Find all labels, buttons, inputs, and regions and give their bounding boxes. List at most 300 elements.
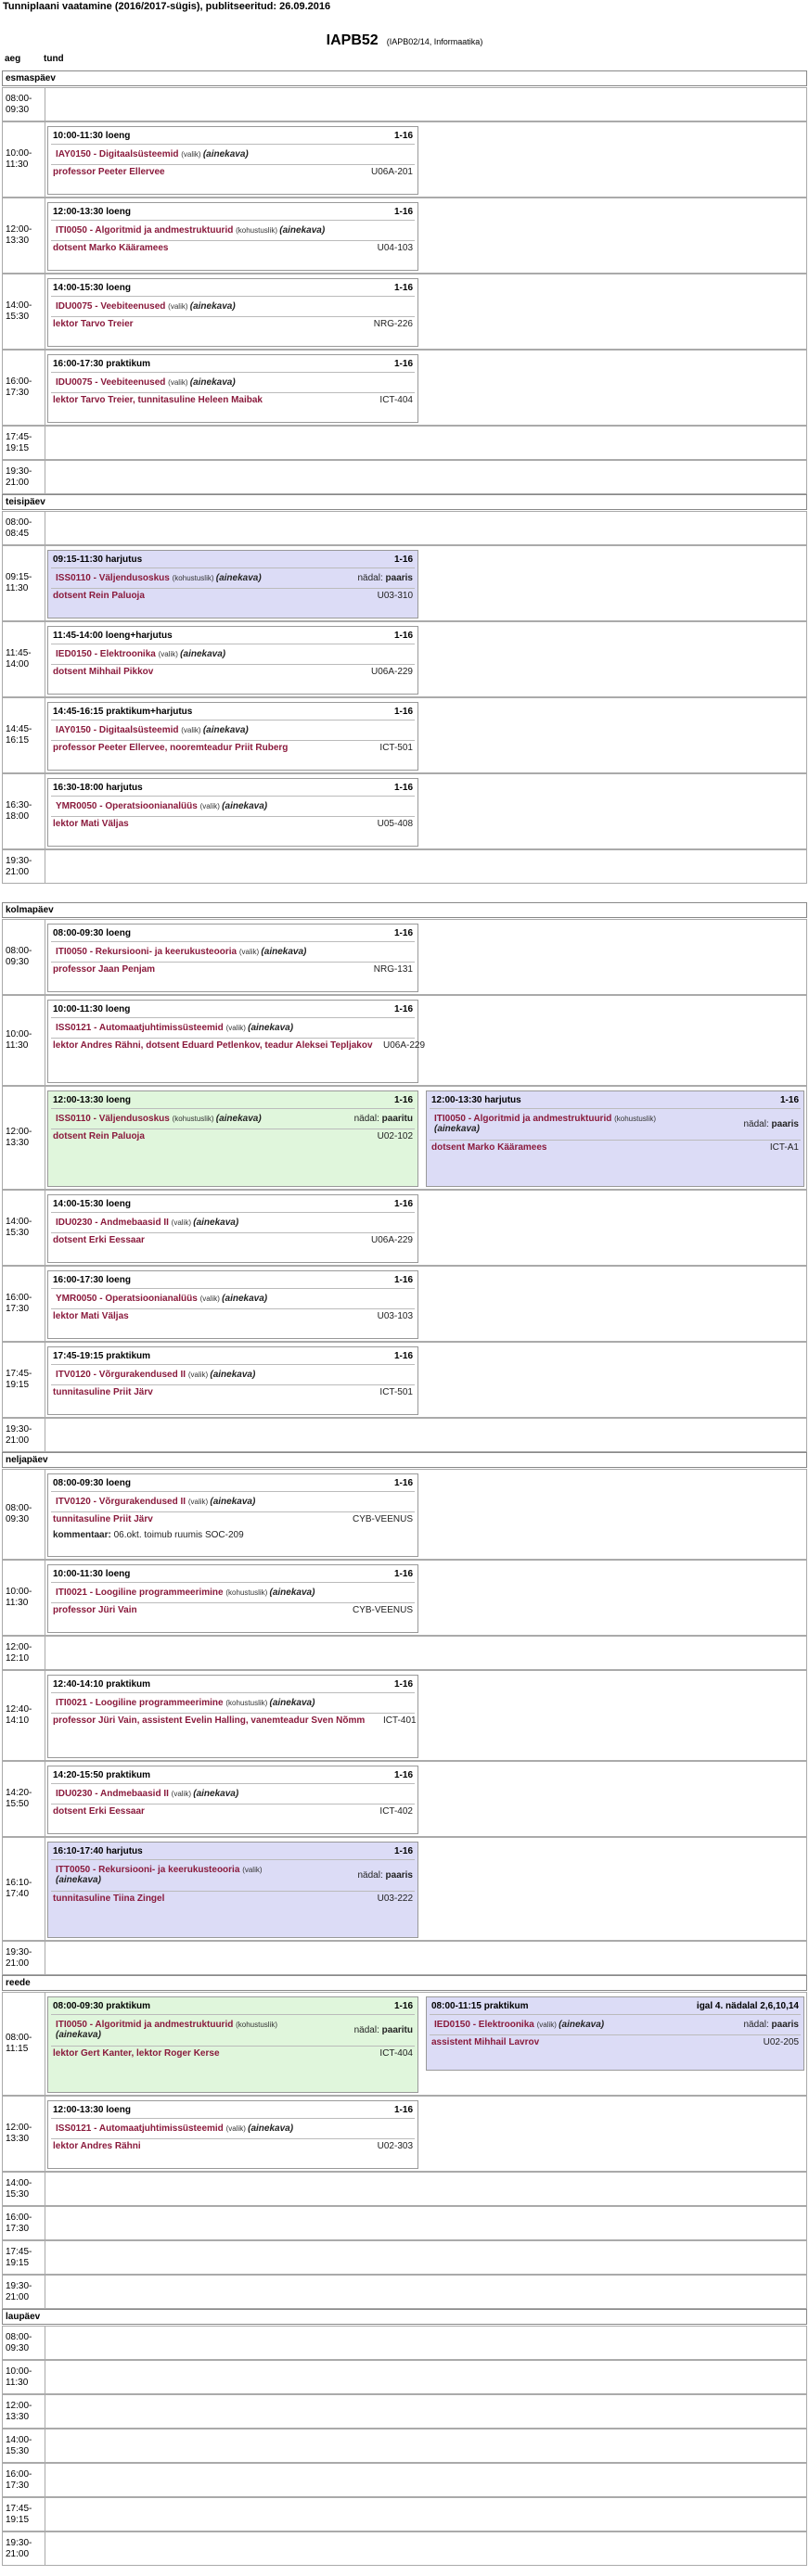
lesson-room: CYB-VEENUS: [352, 1514, 413, 1524]
divider: [51, 220, 415, 221]
lesson-card[interactable]: [47, 550, 418, 618]
lesson-card[interactable]: [47, 1675, 418, 1758]
week-parity-value: paaritu: [381, 2024, 413, 2035]
lesson-header: [53, 1351, 413, 1361]
subject-ainekava-link[interactable]: (ainekava): [210, 1497, 256, 1507]
comment-label: kommentaar:: [53, 1530, 114, 1540]
subject-text[interactable]: [56, 1865, 358, 1885]
subject-kind: (kohustuslik): [225, 1699, 270, 1707]
divider: [51, 588, 415, 589]
day-header-teisipäev: teisipäev: [2, 494, 807, 510]
divider: [51, 962, 415, 963]
slot-time-label: 08:00- 09:30: [3, 88, 45, 121]
subject-code-name[interactable]: ITI0050 - Algoritmid ja andmestruktuurid: [56, 225, 237, 236]
subject-code-name[interactable]: ITI0050 - Algoritmid ja andmestruktuurid: [56, 2020, 237, 2030]
lesson-card[interactable]: [47, 1000, 426, 1083]
lesson-weeks: 1-16: [393, 928, 413, 938]
subject-kind: (kohustuslik): [172, 1115, 216, 1123]
slot-time-label: 14:20- 15:50: [3, 1762, 45, 1836]
lesson-subject[interactable]: [56, 1023, 413, 1033]
lesson-subject[interactable]: [56, 2020, 413, 2040]
subject-text[interactable]: [56, 377, 413, 388]
lesson-weeks: 1-16: [393, 1478, 413, 1488]
subject-text[interactable]: [56, 649, 413, 659]
lesson-weeks: 1-16: [393, 783, 413, 793]
lesson-teachers-row: [53, 667, 413, 677]
time-slot-row: [2, 1636, 807, 1670]
lesson-room: ICT-501: [379, 1387, 413, 1397]
lesson-weeks: 1-16: [393, 283, 413, 293]
lesson-header: [53, 2001, 413, 2011]
subject-code-name[interactable]: IDU0230 - Andmebaasid II: [56, 1218, 172, 1228]
divider: [51, 1713, 415, 1714]
week-parity-value: paaris: [385, 1869, 413, 1881]
lesson-room: ICT-402: [379, 1806, 413, 1817]
lesson-header: [53, 359, 413, 369]
lesson-card[interactable]: [47, 202, 418, 271]
subject-ainekava-link[interactable]: (ainekava): [56, 2030, 101, 2040]
lesson-card[interactable]: [426, 1996, 804, 2071]
group-code: IAPB52: [326, 32, 379, 48]
subject-ainekava-link[interactable]: (ainekava): [193, 1789, 239, 1799]
lesson-weeks: 1-16: [393, 1569, 413, 1579]
lesson-teachers[interactable]: lektor Mati Väljas: [53, 1311, 129, 1321]
lesson-header: [53, 1846, 413, 1856]
subject-ainekava-link[interactable]: (ainekava): [210, 1370, 256, 1380]
lesson-header: [53, 707, 413, 717]
lesson-time-type: 16:00-17:30 loeng: [53, 1275, 131, 1285]
lesson-teachers[interactable]: professor Peeter Ellervee, nooremteadur Priit Ruberg: [53, 743, 289, 753]
subject-ainekava-link[interactable]: (ainekava): [261, 947, 307, 957]
lesson-weeks: 1-16: [393, 1095, 413, 1105]
lesson-subject[interactable]: [56, 301, 413, 312]
slot-time-label: 12:00- 13:30: [3, 198, 45, 273]
slot-time-label: 14:00- 15:30: [3, 1191, 45, 1265]
divider: [51, 664, 415, 665]
week-parity: nädal: paaris: [357, 1869, 413, 1881]
lesson-subject[interactable]: [56, 2123, 413, 2134]
time-slot-row: [2, 1342, 807, 1418]
subject-ainekava-link[interactable]: (ainekava): [180, 649, 226, 659]
lesson-card[interactable]: [426, 1090, 804, 1187]
divider: [51, 1602, 415, 1603]
subject-text[interactable]: [56, 1497, 413, 1507]
lesson-room: NRG-226: [373, 319, 413, 329]
lesson-time-type: 10:00-11:30 loeng: [53, 1004, 131, 1014]
slot-time-label: 10:00- 11:30: [3, 1561, 45, 1635]
subject-text[interactable]: [56, 1370, 413, 1380]
time-slot-row: [2, 1837, 807, 1941]
subject-text[interactable]: [56, 947, 413, 957]
time-slot-row: [2, 621, 807, 697]
slot-time-label: 08:00- 09:30: [3, 1470, 45, 1559]
lesson-subject[interactable]: [56, 1114, 413, 1124]
time-slot-row: [2, 1992, 807, 2096]
subject-ainekava-link[interactable]: (ainekava): [248, 1023, 294, 1033]
lesson-time-type: 09:15-11:30 harjutus: [53, 555, 143, 565]
lesson-weeks: 1-16: [393, 631, 413, 641]
lesson-teachers[interactable]: dotsent Rein Paluoja: [53, 1131, 145, 1141]
page-header: Tunniplaani vaatamine (2016/2017-sügis), publitseeritud: 26.09.2016: [3, 1, 331, 12]
subject-ainekava-link[interactable]: (ainekava): [269, 1588, 315, 1598]
lesson-subject[interactable]: [56, 1370, 413, 1380]
lesson-weeks: igal 4. nädalal 2,6,10,14: [696, 2001, 799, 2011]
lesson-subject[interactable]: [434, 2020, 799, 2030]
lesson-subject[interactable]: [56, 649, 413, 659]
subject-code-name[interactable]: ITI0050 - Rekursiooni- ja keerukusteooria: [56, 947, 239, 957]
lesson-teachers[interactable]: dotsent Erki Eessaar: [53, 1235, 145, 1245]
time-slot-row: [2, 198, 807, 274]
time-slot-row: [2, 849, 807, 884]
subject-code-name[interactable]: IED0150 - Elektroonika: [434, 2020, 537, 2030]
lesson-room: U03-222: [377, 1894, 413, 1904]
slot-time-label: 16:00- 17:30: [3, 351, 45, 425]
subject-text[interactable]: [56, 1218, 413, 1228]
lesson-card[interactable]: [47, 126, 418, 195]
subject-kind: (valik): [199, 1294, 223, 1303]
lesson-subject[interactable]: [56, 1497, 413, 1507]
time-slot-row: [2, 1670, 807, 1761]
subject-code-name[interactable]: ITV0120 - Võrgurakendused II: [56, 1497, 188, 1507]
lesson-teachers-row: [53, 1387, 413, 1397]
lesson-teachers[interactable]: lektor Gert Kanter, lektor Roger Kerse: [53, 2048, 220, 2059]
lesson-card[interactable]: [47, 1346, 418, 1415]
lesson-header: [53, 928, 413, 938]
lesson-subject[interactable]: [56, 1698, 413, 1708]
time-slot-row: [2, 1941, 807, 1975]
week-parity: nädal: paaris: [357, 573, 413, 583]
subject-kind: (valik): [536, 2021, 559, 2029]
subject-kind: (valik): [225, 1024, 249, 1032]
subject-ainekava-link[interactable]: (ainekava): [202, 149, 249, 159]
subject-kind: (valik): [187, 1498, 211, 1506]
subject-text[interactable]: [56, 301, 413, 312]
time-slot-row: [2, 511, 807, 545]
subject-ainekava-link[interactable]: (ainekava): [222, 801, 268, 811]
lesson-teachers[interactable]: dotsent Erki Eessaar: [53, 1806, 145, 1817]
divider: [51, 1891, 415, 1892]
lesson-subject[interactable]: [56, 225, 413, 236]
lesson-card[interactable]: [47, 1270, 418, 1339]
lesson-weeks: 1-16: [393, 207, 413, 217]
subject-text[interactable]: [56, 1023, 413, 1033]
lesson-teachers[interactable]: lektor Tarvo Treier, tunnitasuline Heleen Maibak: [53, 395, 263, 405]
lesson-subject[interactable]: [56, 1865, 413, 1885]
subject-text[interactable]: [56, 801, 413, 811]
divider: [51, 1212, 415, 1213]
time-slot-row: [2, 1560, 807, 1636]
subject-ainekava-link[interactable]: (ainekava): [215, 1114, 262, 1124]
slot-time-label: 14:00- 15:30: [3, 274, 45, 349]
slot-time-label: 17:45- 19:15: [3, 427, 45, 459]
subject-text[interactable]: [56, 573, 358, 583]
lesson-weeks: 1-16: [393, 555, 413, 565]
lesson-time-type: 16:30-18:00 harjutus: [53, 783, 143, 793]
slot-time-label: 14:00- 15:30: [3, 2429, 45, 2462]
slot-time-label: 14:45- 16:15: [3, 698, 45, 772]
subject-code-name[interactable]: ITI0021 - Loogiline programmeerimine: [56, 1588, 226, 1598]
subject-code-name[interactable]: IAY0150 - Digitaalsüsteemid: [56, 149, 182, 159]
divider: [51, 1692, 415, 1693]
lesson-teachers[interactable]: assistent Mihhail Lavrov: [431, 2037, 540, 2047]
lesson-teachers[interactable]: tunnitasuline Priit Järv: [53, 1514, 153, 1524]
lesson-header: [53, 1004, 413, 1014]
lesson-teachers[interactable]: tunnitasuline Priit Järv: [53, 1387, 153, 1397]
subject-ainekava-link[interactable]: (ainekava): [279, 225, 326, 236]
lesson-time-type: 17:45-19:15 praktikum: [53, 1351, 151, 1361]
lesson-time-type: 12:00-13:30 harjutus: [431, 1095, 521, 1105]
subject-code-name[interactable]: IDU0075 - Veebiteenused: [56, 301, 169, 312]
lesson-card[interactable]: [47, 354, 418, 423]
lesson-weeks: 1-16: [393, 1770, 413, 1780]
divider: [51, 296, 415, 297]
lesson-card[interactable]: [47, 2100, 418, 2169]
divider: [51, 240, 415, 241]
lesson-subject[interactable]: [56, 1218, 413, 1228]
subject-code-name[interactable]: IDU0230 - Andmebaasid II: [56, 1789, 172, 1799]
time-slot-row: [2, 2240, 807, 2275]
lesson-teachers[interactable]: lektor Andres Rähni: [53, 2141, 141, 2151]
divider: [51, 1308, 415, 1309]
subject-ainekava-link[interactable]: (ainekava): [434, 1124, 480, 1134]
lesson-teachers[interactable]: professor Peeter Ellervee: [53, 167, 165, 177]
lesson-card[interactable]: [47, 1564, 418, 1633]
lesson-teachers[interactable]: lektor Mati Väljas: [53, 819, 129, 829]
lesson-subject[interactable]: [56, 377, 413, 388]
divider: [51, 2138, 415, 2139]
lesson-teachers-row: [53, 1235, 413, 1245]
time-slot-row: [2, 1086, 807, 1190]
time-slot-row: [2, 87, 807, 121]
lesson-header: [53, 1569, 413, 1579]
lesson-subject[interactable]: [56, 801, 413, 811]
subject-code-name[interactable]: ITI0021 - Loogiline programmeerimine: [56, 1698, 226, 1708]
lesson-card[interactable]: [47, 1473, 418, 1557]
lesson-header: [53, 783, 413, 793]
subject-ainekava-link[interactable]: (ainekava): [202, 725, 249, 735]
lesson-teachers[interactable]: dotsent Marko Kääramees: [53, 243, 169, 253]
divider: [51, 2118, 415, 2119]
lesson-room: U06A-229: [370, 667, 413, 677]
slot-time-label: 10:00- 11:30: [3, 2361, 45, 2393]
lesson-card[interactable]: [47, 702, 418, 771]
time-slot-row: [2, 773, 807, 849]
slot-time-label: 11:45- 14:00: [3, 622, 45, 696]
time-slot-row: [2, 2463, 807, 2497]
subject-text[interactable]: [56, 2020, 354, 2040]
subject-text[interactable]: [56, 1789, 413, 1799]
subject-kind: (valik): [181, 150, 203, 159]
slot-time-label: 12:00- 13:30: [3, 2395, 45, 2428]
lesson-header: [53, 207, 413, 217]
lesson-card[interactable]: [47, 924, 418, 992]
subject-code-name[interactable]: ISS0110 - Väljendusoskus: [56, 1114, 173, 1124]
subject-ainekava-link[interactable]: (ainekava): [189, 377, 236, 388]
lesson-time-type: 16:00-17:30 praktikum: [53, 359, 151, 369]
time-slot-row: [2, 545, 807, 621]
subject-code-name[interactable]: ISS0121 - Automaatjuhtimissüsteemid: [56, 2123, 226, 2134]
lesson-room: U03-103: [377, 1311, 413, 1321]
lesson-card[interactable]: [47, 1766, 418, 1834]
subject-text[interactable]: [56, 2123, 413, 2134]
time-slot-row: [2, 2531, 807, 2566]
lesson-teachers-row: [53, 743, 413, 753]
subject-kind: (valik): [168, 378, 190, 387]
lesson-teachers[interactable]: professor Jüri Vain: [53, 1605, 137, 1615]
subject-kind: (valik): [242, 1866, 263, 1874]
subject-code-name[interactable]: IED0150 - Elektroonika: [56, 649, 159, 659]
lesson-room: ICT-404: [379, 2048, 413, 2059]
lesson-teachers-row: [53, 1715, 417, 1726]
lesson-weeks: 1-16: [393, 131, 413, 141]
lesson-time-type: 08:00-11:15 praktikum: [431, 2001, 529, 2011]
lesson-card[interactable]: [47, 278, 418, 347]
subject-code-name[interactable]: ISS0121 - Automaatjuhtimissüsteemid: [56, 1023, 226, 1033]
lesson-teachers-row: [53, 1894, 413, 1904]
slot-time-label: 08:00- 08:45: [3, 512, 45, 544]
subject-code-name[interactable]: ITV0120 - Võrgurakendused II: [56, 1370, 188, 1380]
slot-time-label: 16:00- 17:30: [3, 2464, 45, 2496]
group-subtitle: (IAPB02/14, Informaatika): [386, 37, 483, 46]
subject-kind: (valik): [181, 726, 203, 734]
subject-text[interactable]: [56, 1114, 354, 1124]
divider: [51, 720, 415, 721]
lesson-teachers-row: [53, 1605, 413, 1615]
subject-ainekava-link[interactable]: (ainekava): [56, 1875, 101, 1885]
time-slot-row: [2, 2326, 807, 2360]
divider: [430, 2034, 801, 2035]
week-parity: nädal: paaris: [743, 1118, 799, 1129]
subject-ainekava-link[interactable]: (ainekava): [559, 2020, 605, 2030]
lesson-teachers[interactable]: lektor Tarvo Treier: [53, 319, 134, 329]
lesson-time-type: 10:00-11:30 loeng: [53, 131, 131, 141]
lesson-time-type: 11:45-14:00 loeng+harjutus: [53, 631, 173, 641]
subject-text[interactable]: [56, 725, 413, 735]
lesson-subject[interactable]: [434, 1114, 799, 1134]
slot-time-label: 19:30- 21:00: [3, 1419, 45, 1451]
lesson-teachers[interactable]: lektor Andres Rähni, dotsent Eduard Petlenkov, teadur Aleksei Tepljakov: [53, 1040, 373, 1051]
lesson-room: U02-303: [377, 2141, 413, 2151]
lesson-time-type: 12:40-14:10 praktikum: [53, 1679, 151, 1690]
lesson-time-type: 08:00-09:30 loeng: [53, 1478, 131, 1488]
subject-text[interactable]: [434, 1114, 744, 1134]
week-parity-value: paaritu: [381, 1114, 413, 1124]
lesson-card[interactable]: [47, 626, 418, 695]
lesson-comment: [53, 1530, 413, 1540]
subject-text[interactable]: [56, 225, 413, 236]
divider: [51, 1038, 415, 1039]
subject-code-name[interactable]: ITT0050 - Rekursiooni- ja keerukusteooria: [56, 1865, 243, 1875]
lesson-teachers[interactable]: professor Jüri Vain, assistent Evelin Halling, vanemteadur Sven Nõmm: [53, 1715, 366, 1726]
subject-text[interactable]: [434, 2020, 744, 2030]
divider: [51, 2014, 415, 2015]
divider: [51, 1017, 415, 1018]
time-slot-row: [2, 426, 807, 460]
lesson-weeks: 1-16: [393, 1846, 413, 1856]
subject-kind: (kohustuslik): [225, 1588, 270, 1597]
slot-time-label: 16:10- 17:40: [3, 1838, 45, 1940]
lesson-subject[interactable]: [56, 947, 413, 957]
lesson-card[interactable]: [47, 1194, 418, 1263]
lesson-header: [53, 283, 413, 293]
lesson-teachers[interactable]: dotsent Rein Paluoja: [53, 591, 145, 601]
lesson-subject[interactable]: [56, 1789, 413, 1799]
lesson-teachers[interactable]: dotsent Marko Kääramees: [431, 1142, 547, 1153]
lesson-subject[interactable]: [56, 573, 413, 583]
subject-ainekava-link[interactable]: (ainekava): [269, 1698, 315, 1708]
lesson-weeks: 1-16: [393, 1275, 413, 1285]
lesson-room: U04-103: [377, 243, 413, 253]
lesson-teachers[interactable]: dotsent Mihhail Pikkov: [53, 667, 154, 677]
slot-time-label: 19:30- 21:00: [3, 461, 45, 493]
time-slot-row: [2, 2429, 807, 2463]
lesson-time-type: 14:45-16:15 praktikum+harjutus: [53, 707, 193, 717]
lesson-teachers-row: [53, 1040, 426, 1051]
lesson-teachers[interactable]: tunnitasuline Tiina Zingel: [53, 1894, 165, 1904]
divider: [51, 372, 415, 373]
subject-code-name[interactable]: YMR0050 - Operatsioonianalüüs: [56, 1294, 200, 1304]
lesson-room: ICT-501: [379, 743, 413, 753]
slot-time-label: 19:30- 21:00: [3, 2276, 45, 2308]
lesson-weeks: 1-16: [393, 2001, 413, 2011]
lesson-header: [53, 1478, 413, 1488]
subject-ainekava-link[interactable]: (ainekava): [215, 573, 262, 583]
lesson-subject[interactable]: [56, 725, 413, 735]
subject-code-name[interactable]: ITI0050 - Algoritmid ja andmestruktuurid: [434, 1114, 615, 1124]
lesson-subject[interactable]: [56, 1588, 413, 1598]
subject-text[interactable]: [56, 149, 413, 159]
lesson-time-type: 08:00-09:30 loeng: [53, 928, 131, 938]
lesson-subject[interactable]: [56, 149, 413, 159]
time-slot-row: [2, 2096, 807, 2172]
lesson-teachers-row: [431, 1142, 799, 1153]
lesson-teachers[interactable]: professor Jaan Penjam: [53, 964, 156, 975]
lesson-time-type: 08:00-09:30 praktikum: [53, 2001, 151, 2011]
time-slot-row: [2, 2394, 807, 2429]
lesson-time-type: 12:00-13:30 loeng: [53, 2105, 131, 2115]
lesson-teachers-row: [53, 591, 413, 601]
lesson-card[interactable]: [47, 1996, 418, 2093]
divider: [51, 1384, 415, 1385]
lesson-subject[interactable]: [56, 1294, 413, 1304]
lesson-header: [53, 555, 413, 565]
lesson-weeks: 1-16: [393, 359, 413, 369]
lesson-teachers-row: [53, 1131, 413, 1141]
lesson-card[interactable]: [47, 1090, 418, 1187]
subject-ainekava-link[interactable]: (ainekava): [222, 1294, 268, 1304]
lesson-card[interactable]: [47, 1842, 418, 1938]
subject-ainekava-link[interactable]: (ainekava): [248, 2123, 294, 2134]
subject-text[interactable]: [56, 1698, 413, 1708]
subject-text[interactable]: [56, 1294, 413, 1304]
subject-code-name[interactable]: IDU0075 - Veebiteenused: [56, 377, 169, 388]
divider: [51, 740, 415, 741]
subject-ainekava-link[interactable]: (ainekava): [193, 1218, 239, 1228]
time-slot-row: [2, 460, 807, 494]
slot-time-label: 16:00- 17:30: [3, 1267, 45, 1341]
lesson-weeks: 1-16: [393, 1199, 413, 1209]
lesson-weeks: 1-16: [393, 1679, 413, 1690]
lesson-room: ICT-A1: [769, 1142, 799, 1153]
lesson-weeks: 1-16: [393, 2105, 413, 2115]
subject-code-name[interactable]: YMR0050 - Operatsioonianalüüs: [56, 801, 200, 811]
lesson-card[interactable]: [47, 778, 418, 847]
divider: [51, 392, 415, 393]
subject-text[interactable]: [56, 1588, 413, 1598]
subject-code-name[interactable]: ISS0110 - Väljendusoskus: [56, 573, 173, 583]
subject-ainekava-link[interactable]: (ainekava): [189, 301, 236, 312]
subject-code-name[interactable]: IAY0150 - Digitaalsüsteemid: [56, 725, 182, 735]
